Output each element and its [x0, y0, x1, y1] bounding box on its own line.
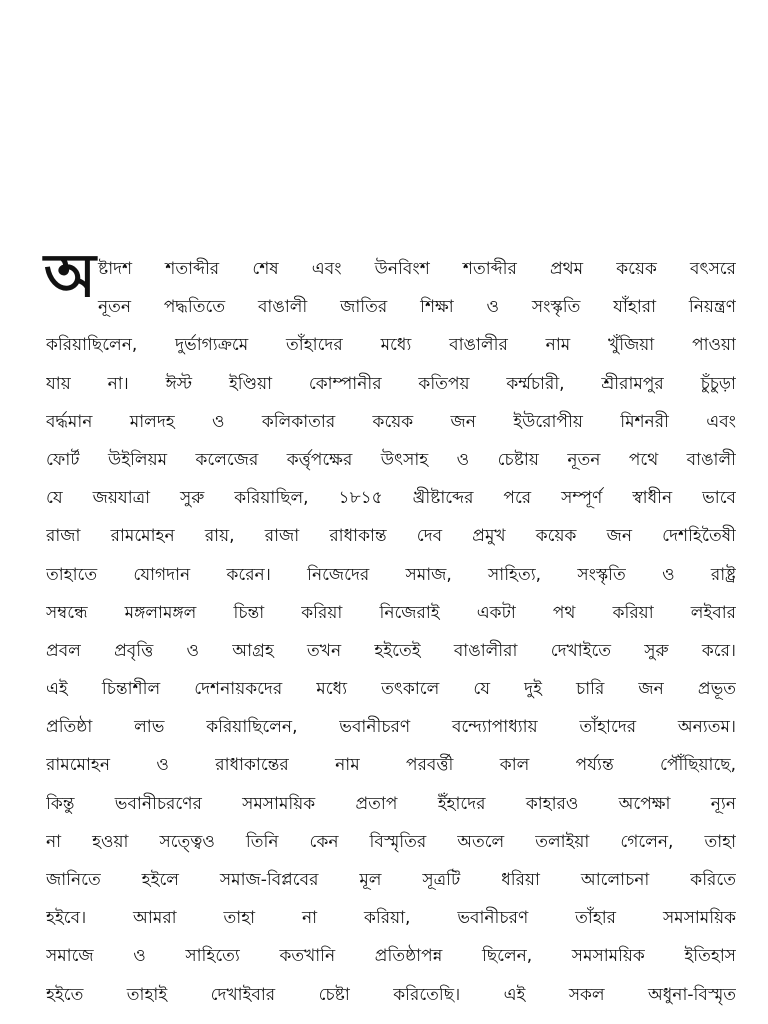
text-line: রাজা রামমোহন রায়, রাজা রাধাকান্ত দেব প্রমুখ কয়েক জন দেশহিতৈষী — [46, 526, 736, 547]
text-line: রামমোহন ও রাধাকান্তের নাম পরবর্ত্তী কাল পর্য্যন্ত পৌঁছিয়াছে, — [46, 755, 736, 776]
text-line: সম্বন্ধে মঙ্গলামঙ্গল চিন্তা করিয়া নিজেরাই একটা পথ করিয়া লইবার — [46, 602, 736, 623]
text-line: হইতে তাহাই দেখাইবার চেষ্টা করিতেছি। এই সকল অধুনা-বিস্মৃত — [46, 984, 736, 1005]
text-line: প্রতিষ্ঠা লাভ করিয়াছিলেন, ভবানীচরণ বন্দ্যোপাধ্যায় তাঁহাদের অন্যতম। — [46, 717, 736, 738]
text-line: না হওয়া সত্ত্বেও তিনি কেন বিস্মৃতির অতলে তলাইয়া গেলেন, তাহা — [46, 831, 736, 852]
text-line: বর্দ্ধমান মালদহ ও কলিকাতার কয়েক জন ইউরোপীয় মিশনরী এবং — [46, 411, 736, 432]
drop-cap: অ — [44, 241, 96, 311]
text-line: করিয়াছিলেন, দুর্ভাগ্যক্রমে তাঁহাদের মধ্যে বাঙালীর নাম খুঁজিয়া পাওয়া — [46, 335, 736, 356]
text-line: জানিতে হইলে সমাজ-বিপ্লবের মূল সূত্রটি ধরিয়া আলোচনা করিতে — [46, 870, 736, 890]
text-line: তাহাতে যোগদান করেন। নিজেদের সমাজ, সাহিত্য, সংস্কৃতি ও রাষ্ট্র — [46, 564, 736, 585]
text-line: নূতন পদ্ধতিতে বাঙালী জাতির শিক্ষা ও সংস্কৃতি যাঁহারা নিয়ন্ত্রণ — [98, 297, 736, 318]
text-line: যে জয়যাত্রা সুরু করিয়াছিল, ১৮১৫ খ্রীষ্টাব্দের পরে সম্পূর্ণ স্বাধীন ভাবে — [46, 488, 736, 509]
text-line: ফোর্ট উইলিয়ম কলেজের কর্ত্তৃপক্ষের উৎসাহ ও চেষ্টায় নূতন পথে বাঙালী — [46, 449, 736, 470]
paragraph — [44, 241, 736, 1014]
text-line: এই চিন্তাশীল দেশনায়কদের মধ্যে তৎকালে যে দুই চারি জন প্রভূত — [46, 679, 736, 700]
text-line: হইবে। আমরা তাহা না করিয়া, ভবানীচরণ তাঁহার সমসাময়িক — [46, 908, 736, 929]
text-line: সমাজে ও সাহিত্যে কতখানি প্রতিষ্ঠাপন্ন ছিলেন, সমসাময়িক ইতিহাস — [46, 946, 736, 967]
text-line: প্রবল প্রবৃত্তি ও আগ্রহ তখন হইতেই বাঙালীরা দেখাইতে সুরু করে। — [46, 640, 736, 661]
text-line: ষ্টাদশ শতাব্দীর শেষ এবং উনবিংশ শতাব্দীর প্রথম কয়েক বৎসরে — [98, 259, 736, 279]
text-line: যায় না। ঈস্ট ইণ্ডিয়া কোম্পানীর কতিপয় কর্ম্মচারী, শ্রীরামপুর চুঁচুড়া — [46, 373, 736, 394]
text-line: কিন্তু ভবানীচরণের সমসাময়িক প্রতাপ ইঁহাদের কাহারও অপেক্ষা ন্যূন — [46, 793, 736, 814]
